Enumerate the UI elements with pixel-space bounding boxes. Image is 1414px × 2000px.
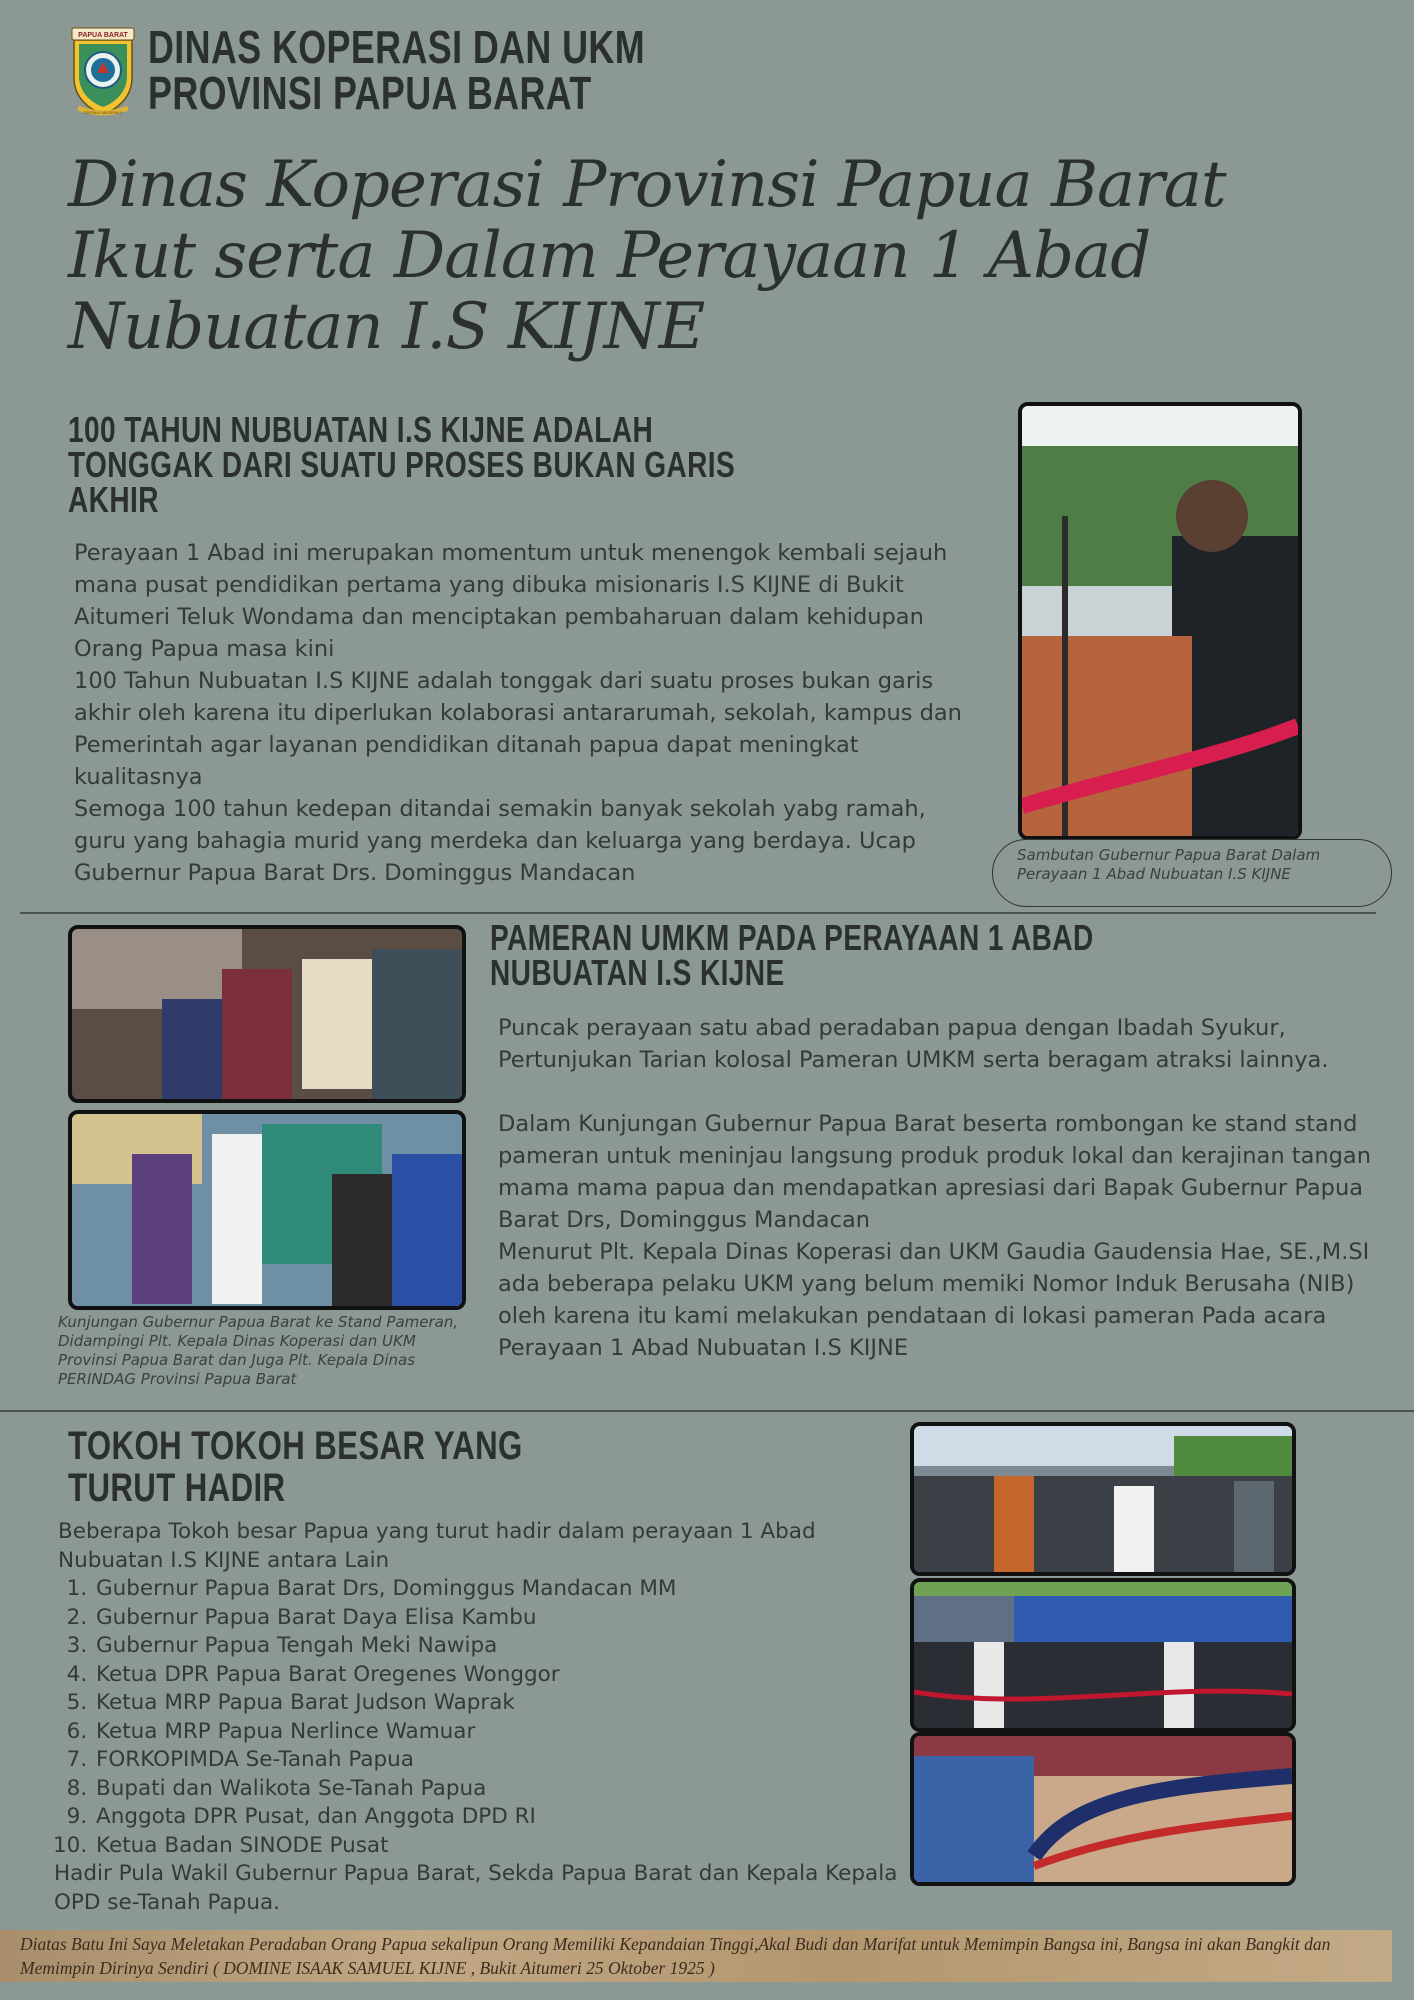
section2-body — [498, 1012, 1378, 1364]
umkm-stand-photo-2 — [68, 1110, 466, 1310]
list-item: 6. Ketua MRP Papua Nerlince Wamuar — [94, 1718, 904, 1747]
section3-heading — [68, 1425, 523, 1509]
governor-speech-photo — [1018, 402, 1302, 840]
section1-body — [74, 537, 974, 889]
section1-heading-line3: AKHIR — [68, 479, 159, 520]
org-name-line2: PROVINSI PAPUA BARAT — [148, 67, 592, 119]
section2-heading — [490, 917, 1094, 993]
section1-heading — [68, 409, 736, 520]
section3-outro: Hadir Pula Wakil Gubernur Papua Barat, Sekda Papua Barat dan Kepala Kepala OPD se-Tanah Papua. — [54, 1861, 898, 1915]
section3-heading-line2: TURUT HADIR — [68, 1466, 286, 1510]
logo-bottom-text: CINTAKU NEGERIKU — [83, 110, 123, 115]
section3-body — [54, 1518, 904, 1917]
tokoh-crowd-photo — [910, 1422, 1296, 1576]
section3-intro: Beberapa Tokoh besar Papua yang turut hadir dalam perayaan 1 Abad Nubuatan I.S KIJNE antara Lain — [58, 1519, 816, 1573]
org-name-line1: DINAS KOPERASI DAN UKM — [148, 21, 645, 73]
section-divider-2 — [0, 1410, 1414, 1412]
section3-heading-line1: TOKOH TOKOH BESAR YANG — [68, 1424, 523, 1468]
section2-para3: Menurut Plt. Kepala Dinas Koperasi dan UKM Gaudia Gaudensia Hae, SE.,M.SI ada beberapa pelaku UKM yang belum memiki Nomor Induk Berusaha (NIB) oleh karena itu kami melakukan pendataan di lokasi pameran Pada acara Perayaan 1 Abad Nubuatan I.S KIJNE — [498, 1239, 1370, 1361]
list-item: 2. Gubernur Papua Barat Daya Elisa Kambu — [94, 1604, 904, 1633]
section1-heading-line2: TONGGAK DARI SUATU PROSES BUKAN GARIS — [68, 444, 736, 485]
list-item: 10. Ketua Badan SINODE Pusat — [94, 1832, 904, 1861]
list-item: 8. Bupati dan Walikota Se-Tanah Papua — [94, 1775, 904, 1804]
list-item: 1. Gubernur Papua Barat Drs, Dominggus Mandacan MM — [94, 1575, 904, 1604]
section-divider-1 — [20, 912, 1376, 914]
page-title-line1: Dinas Koperasi Provinsi Papua Barat — [68, 148, 1226, 222]
list-item: 4. Ketua DPR Papua Barat Oregenes Wonggor — [94, 1661, 904, 1690]
umkm-stand-photo-1 — [68, 925, 466, 1103]
section2-para1: Puncak perayaan satu abad peradaban papua dengan Ibadah Syukur, Pertunjukan Tarian kolosal Pameran UMKM serta beragam atraksi lainnya. — [498, 1015, 1329, 1073]
section1-para1: Perayaan 1 Abad ini merupakan momentum untuk menengok kembali sejauh mana pusat pendidikan pertama yang dibuka misionaris I.S KIJNE di Bukit Aitumeri Teluk Wondama dan menciptakan pembaharuan dalam kehidupan Orang Papua masa kini — [74, 540, 948, 662]
list-item: 9. Anggota DPR Pusat, dan Anggota DPD RI — [94, 1803, 904, 1832]
logo-banner-text: PAPUA BARAT — [78, 32, 128, 39]
section2-heading-line2: NUBUATAN I.S KIJNE — [490, 952, 785, 993]
section1-para2: 100 Tahun Nubuatan I.S KIJNE adalah tonggak dari suatu proses bukan garis akhir oleh karena itu diperlukan kolaborasi antararumah, sekolah, kampus dan Pemerintah agar layanan pendidikan ditanah papua dapat meningkat kualitasnya — [74, 668, 962, 790]
footer-quote: Diatas Batu Ini Saya Meletakan Peradaban Orang Papua sekalipun Orang Memiliki Kepandaian Tinggi,Akal Budi dan Marifat untuk Memimpin Bangsa ini, Bangsa ini akan Bangkit dan Memimpin Dirinya Sendiri ( DOMINE ISAAK SAMUEL KIJNE , Bukit Aitumeri 25 Oktober 1925 ) — [0, 1930, 1392, 1982]
provincial-emblem-icon — [68, 26, 138, 118]
section1-para3: Semoga 100 tahun kedepan ditandai semakin banyak sekolah yabg ramah, guru yang bahagia murid yang merdeka dan keluarga yang berdaya. Ucap Gubernur Papua Barat Drs. Dominggus Mandacan — [74, 796, 926, 886]
list-item: 5. Ketua MRP Papua Barat Judson Waprak — [94, 1689, 904, 1718]
page-title — [68, 150, 1368, 363]
tokoh-list — [54, 1575, 904, 1860]
list-item: 7. FORKOPIMDA Se-Tanah Papua — [94, 1746, 904, 1775]
section2-heading-line1: PAMERAN UMKM PADA PERAYAAN 1 ABAD — [490, 917, 1094, 958]
page-title-line2: Ikut serta Dalam Perayaan 1 Abad — [68, 219, 1151, 293]
section1-photo-caption — [992, 839, 1392, 907]
tokoh-dance-photo — [910, 1732, 1296, 1886]
list-item: 3. Gubernur Papua Tengah Meki Nawipa — [94, 1632, 904, 1661]
page-title-line3: Nubuatan I.S KIJNE — [68, 290, 705, 364]
section2-photo-caption: Kunjungan Gubernur Papua Barat ke Stand Pameran, Didampingi Plt. Kepala Dinas Koperasi dan UKM Provinsi Papua Barat dan Juga Plt. Kepala Dinas PERINDAG Provinsi Papua Barat — [58, 1313, 459, 1388]
section1-photo-caption-text: Sambutan Gubernur Papua Barat Dalam Perayaan 1 Abad Nubuatan I.S KIJNE — [1017, 846, 1321, 883]
org-name — [148, 21, 645, 119]
section1-heading-line1: 100 TAHUN NUBUATAN I.S KIJNE ADALAH — [68, 409, 654, 450]
tokoh-ribbon-photo — [910, 1578, 1296, 1732]
section2-para2: Dalam Kunjungan Gubernur Papua Barat beserta rombongan ke stand stand pameran untuk meninjau langsung produk produk lokal dan kerajinan tangan mama mama papua dan mendapatkan apresiasi dari Bapak Gubernur Papua Barat Drs, Dominggus Mandacan — [498, 1111, 1371, 1233]
